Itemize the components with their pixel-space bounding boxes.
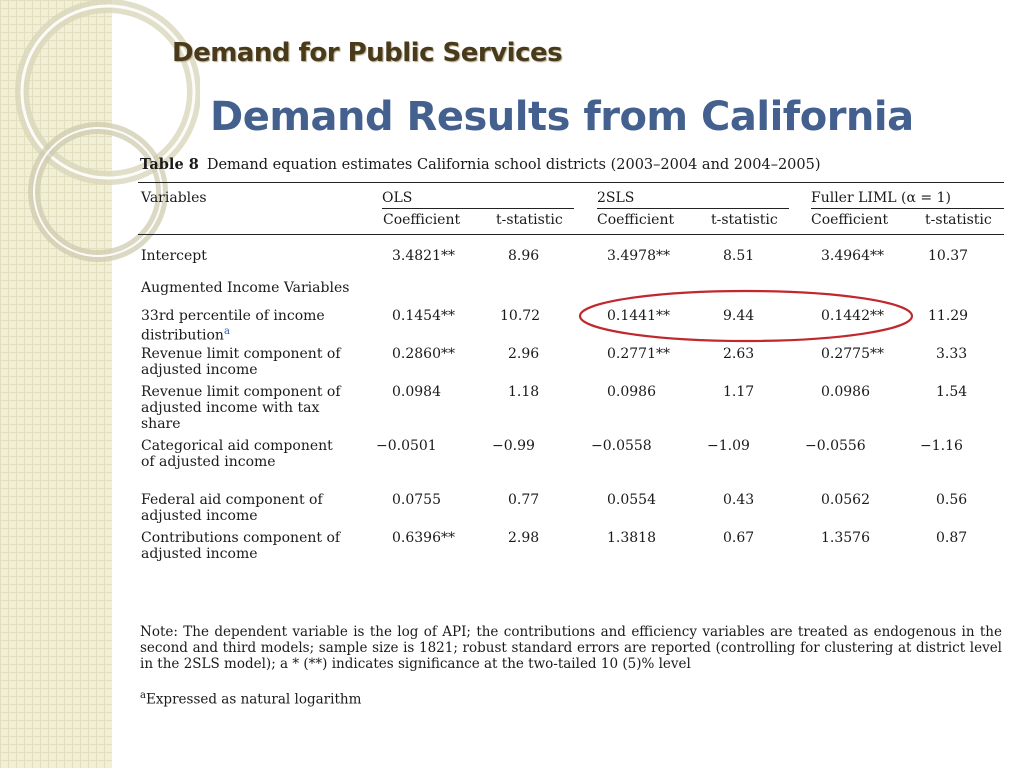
cell-liml-coef: 1.3576 xyxy=(821,530,870,546)
cell-2sls-t: 0.43 xyxy=(723,492,755,508)
subheader-liml-coef: Coefficient xyxy=(811,212,889,228)
cell-liml-coef: 0.0986 xyxy=(821,384,870,400)
cell-ols-t: 1.18 xyxy=(508,384,540,400)
liml-rule xyxy=(811,208,1004,209)
row-variable: Revenue limit component of adjusted income xyxy=(141,346,341,378)
cell-ols-t: 0.77 xyxy=(508,492,540,508)
row-variable-text: 33rd percentile of income distribution xyxy=(141,308,325,344)
table-caption-text: Demand equation estimates California school districts (2003–2004 and 2004–2005) xyxy=(206,157,821,173)
table-caption xyxy=(140,156,821,173)
cell-liml-t: 11.29 xyxy=(928,308,969,324)
cell-liml-t: 0.87 xyxy=(936,530,968,546)
row-variable: Revenue limit component of adjusted income with tax share xyxy=(141,384,341,432)
table-note: Note: The dependent variable is the log of API; the contributions and efficiency variables are treated as endogenous in the second and third models; sample size is 1821; robust standard errors are reported (controlling for clustering at district level in the 2SLS model); a * (**) indicates significance at the two-tailed 10 (5)% level xyxy=(140,624,1002,672)
row-variable xyxy=(141,308,371,344)
cell-ols-coef: 0.0755 xyxy=(392,492,441,508)
subheader-liml-t: t-statistic xyxy=(925,212,992,228)
cell-2sls-coef: 1.3818 xyxy=(607,530,656,546)
cell-2sls-t: 8.51 xyxy=(723,248,755,264)
section-label: Augmented Income Variables xyxy=(141,280,350,296)
cell-liml-t: −1.16 xyxy=(920,438,963,454)
cell-ols-t: 2.98 xyxy=(508,530,540,546)
cell-ols-coef: 0.0984 xyxy=(392,384,441,400)
row-variable: Contributions component of adjusted income xyxy=(141,530,341,562)
cell-ols-t: −0.99 xyxy=(492,438,535,454)
subheader-ols-t: t-statistic xyxy=(496,212,563,228)
cell-ols-coef: 0.2860** xyxy=(392,346,455,362)
cell-2sls-t: 0.67 xyxy=(723,530,755,546)
header-liml: Fuller LIML (α = 1) xyxy=(811,190,951,206)
cell-liml-t: 0.56 xyxy=(936,492,968,508)
cell-2sls-coef: 0.1441** xyxy=(607,308,670,324)
cell-liml-coef: 0.0562 xyxy=(821,492,870,508)
cell-ols-coef: 0.1454** xyxy=(392,308,455,324)
ols-rule xyxy=(382,208,574,209)
header-rule xyxy=(138,234,1004,235)
cell-2sls-t: 2.63 xyxy=(723,346,755,362)
row-variable: Categorical aid component of adjusted income xyxy=(141,438,333,470)
cell-liml-coef: 3.4964** xyxy=(821,248,884,264)
cell-2sls-coef: 0.0554 xyxy=(607,492,656,508)
cell-ols-t: 8.96 xyxy=(508,248,540,264)
slide-kicker: Demand for Public Services xyxy=(172,38,563,68)
table-footnote xyxy=(140,690,361,708)
cell-liml-coef: −0.0556 xyxy=(805,438,866,454)
cell-2sls-t: −1.09 xyxy=(707,438,750,454)
cell-ols-coef: −0.0501 xyxy=(376,438,437,454)
cell-2sls-t: 9.44 xyxy=(723,308,755,324)
cell-2sls-coef: 3.4978** xyxy=(607,248,670,264)
cell-2sls-coef: 0.2771** xyxy=(607,346,670,362)
cell-liml-coef: 0.2775** xyxy=(821,346,884,362)
cell-liml-t: 10.37 xyxy=(928,248,969,264)
cell-ols-coef: 3.4821** xyxy=(392,248,455,264)
subheader-2sls-coef: Coefficient xyxy=(597,212,675,228)
top-rule xyxy=(138,182,1004,183)
footnote-mark: a xyxy=(140,690,146,701)
cell-2sls-t: 1.17 xyxy=(723,384,755,400)
footnote-text: Expressed as natural logarithm xyxy=(145,691,362,708)
row-variable: Intercept xyxy=(141,248,207,264)
header-2sls: 2SLS xyxy=(597,190,635,206)
cell-ols-t: 10.72 xyxy=(500,308,541,324)
header-ols: OLS xyxy=(382,190,413,206)
row-variable: Federal aid component of adjusted income xyxy=(141,492,323,524)
table-label: Table 8 xyxy=(140,156,199,173)
cell-liml-coef: 0.1442** xyxy=(821,308,884,324)
cell-liml-t: 3.33 xyxy=(936,346,968,362)
subheader-ols-coef: Coefficient xyxy=(383,212,461,228)
subheader-2sls-t: t-statistic xyxy=(711,212,778,228)
cell-2sls-coef: −0.0558 xyxy=(591,438,652,454)
footnote-marker: a xyxy=(223,326,230,337)
2sls-rule xyxy=(597,208,789,209)
header-variables: Variables xyxy=(141,190,207,206)
slide-title: Demand Results from California xyxy=(210,94,914,140)
cell-ols-coef: 0.6396** xyxy=(392,530,455,546)
cell-2sls-coef: 0.0986 xyxy=(607,384,656,400)
cell-liml-t: 1.54 xyxy=(936,384,968,400)
cell-ols-t: 2.96 xyxy=(508,346,540,362)
